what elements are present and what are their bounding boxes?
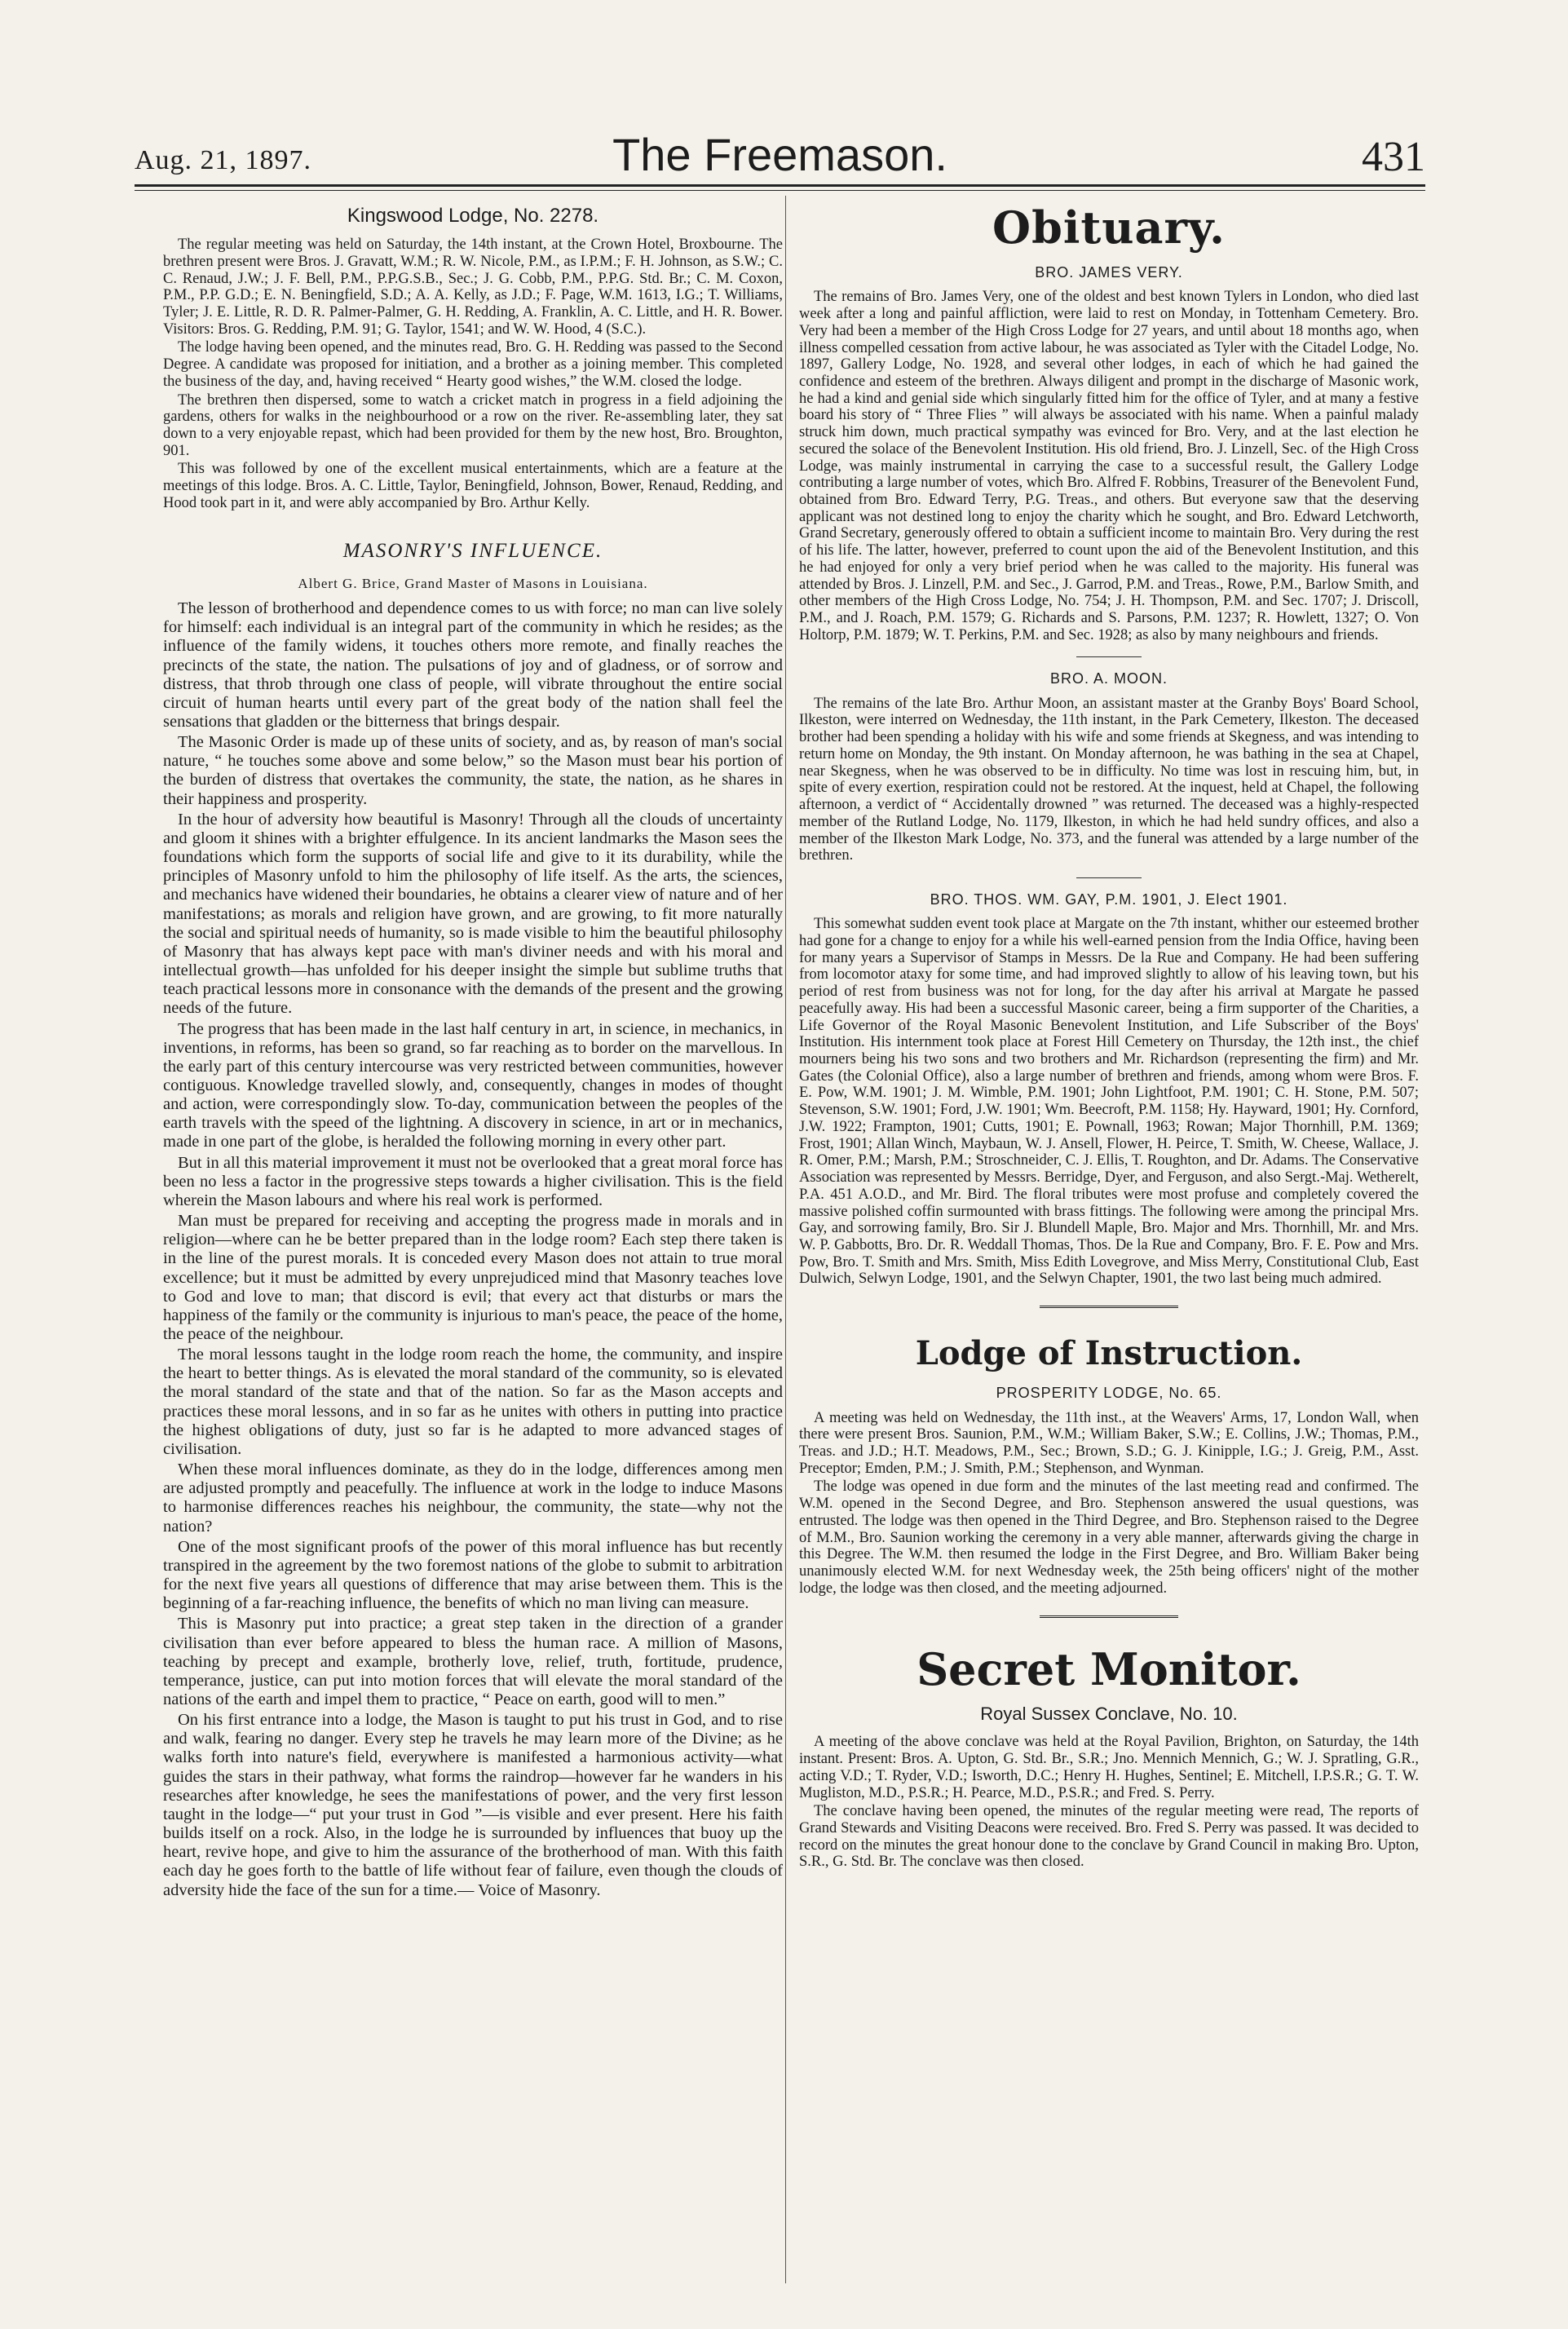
paragraph: A meeting of the above conclave was held at the Royal Pavilion, Brighton, on Saturday, the 14th instant. Present: Bros. A. Upton, G. Std. Br., S.R.; Jno. Mennich Mennich, G.; W. J. Spratling, G.R., acting V.D.; T. Ryder, V.D.; Isworth, D.C.; Henry H. Hughes, Sentinel; E. Mitchell, I.P.S.R.; G. T. W. Mugliston, M.D., P.S.R.; H. Pearce, M.D., P.S.R.; and Fred. S. Perry. <box>799 1734 1419 1801</box>
kingswood-heading: Kingswood Lodge, No. 2278. <box>347 205 599 227</box>
monitor-article <box>799 1734 1419 1871</box>
obituary-moon <box>799 696 1419 864</box>
obituary-gay <box>799 916 1419 1288</box>
section-separator <box>1076 656 1142 657</box>
obituary-subhead-very: BRO. JAMES VERY. <box>1035 264 1183 281</box>
paragraph: The lesson of brotherhood and dependence comes to us with force; no man can live solely for himself: each individual is an integral part of the community in which he resides; as the influence of the family widens, it touches others more remote, and finally reaches the precincts of the state, the nation. The pulsations of joy and of gladness, or of sorrow and distress, that throb through one class of people, will vibrate throughout the entire social circuit of human hearts until every part of the great body of the nation shall feel the sensations that gladden or the bitterness that brings despair. <box>163 599 783 731</box>
paragraph: The moral lessons taught in the lodge room reach the home, the community, and inspire the heart to better things. As is elevated the moral standard of the community, so is elevated the moral standard of the state and that of the nation. So far as the Mason accepts and practices these moral lessons, and in so far as he unites with others in putting into practice the highest obligations of duty, just so far is he adapted to more advanced stages of civilisation. <box>163 1346 783 1458</box>
masthead-rule-thin <box>135 190 1425 191</box>
paragraph: The brethren then dispersed, some to watch a cricket match in progress in a field adjoining the gardens, others for walks in the neighbourhood or a row on the river. Re-assembling later, they sat down to a very enjoyable repast, which had been provided for them by the new host, Bro. Broughton, 901. <box>163 391 783 459</box>
page-number: 431 <box>1362 134 1425 180</box>
paragraph: The lodge was opened in due form and the minutes of the last meeting read and confirmed. The W.M. opened in the Second Degree, and Bro. Stephenson answered the usual questions, was entrusted. The lodge was then opened in the Third Degree, and Bro. Stephenson raised to the Degree of M.M., Bro. Saunion working the ceremony in a very able manner, afterwards giving the charge in this Degree. The W.M. then resumed the lodge in the First Degree, and Bro. William Baker being unanimously elected W.M. for next Wednesday week, the 25th being officers' night of the mother lodge, the lodge was then closed, and the meeting adjourned. <box>799 1478 1419 1597</box>
paragraph: The remains of Bro. James Very, one of the oldest and best known Tylers in London, who died last week after a long and painful affliction, were laid to rest on Monday, in Tottenham Cemetery. Bro. Very had been a member of the High Cross Lodge for 27 years, and until about 18 months ago, when illness compelled cessation from active labour, he was associated as Tyler with the Citadel Lodge, No. 1897, Gallery Lodge, No. 1928, and several other lodges, in each of which he had gained the confidence and esteem of the brethren. Always diligent and prompt in the discharge of Masonic work, he had a kind and genial side which singularly fitted him for the office of Tyler, and at many a festive board his story of “ Three Flies ” will always be associated with his name. When a painful malady struck him down, much practical sympathy was evinced for Bro. Very, and at the last election he secured the solace of the Benevolent Institution. His old friend, Bro. J. Linzell, Sec. of the High Cross Lodge, was mainly instrumental in carrying the case to a successful result, the Gallery Lodge contributing a large number of votes, which Bro. Alfred F. Robbins, Treasurer of the Benevolent Fund, obtained from Bro. Edward Terry, P.G. Treas., and others. But everyone saw that the deserving applicant was not destined long to enjoy the charity which he sought, and Bro. Edward Letchworth, Grand Secretary, generously offered to obtain a sufficient income to maintain Bro. Very during the rest of his life. The latter, however, preferred to count upon the aid of the Benevolent Institution, and this he had enjoyed for only a very brief period when he was called to the majority. His funeral was attended by Bros. J. Linzell, P.M. and Sec., J. Garrod, P.M. and Treas., Rowe, P.M., Barlow Smith, and other members of the High Cross Lodge, No. 754; J. H. Thompson, P.M. and Sec. 1707; J. Driscoll, P.M., and J. Roach, P.M. 1579; G. Richards and S. Parsons, P.M. 1237; R. Howlett, 1327; O. Von Holtorp, P.M. 1879; W. T. Perkins, P.M. and Sec. 1928; as also by many neighbours and friends. <box>799 289 1420 643</box>
monitor-subhead: Royal Sussex Conclave, No. 10. <box>980 1703 1238 1724</box>
obituary-subhead-moon: BRO. A. MOON. <box>1049 670 1168 687</box>
paragraph: The Masonic Order is made up of these units of society, and as, by reason of man's social nature, “ he touches some above and some below,” so the Mason must bear his portion of the burden of distress that overtakes the community, the state, the nation, as he shares in their happiness and prosperity. <box>163 733 783 808</box>
paragraph: The remains of the late Bro. Arthur Moon, an assistant master at the Granby Boys' Board School, Ilkeston, were interred on Wednesday, the 11th instant, in the Park Cemetery, Ilkeston. The deceased brother had been spending a holiday with his wife and some friends at Skegness, and was intending to return home on Monday, the 9th instant. On Monday afternoon, he was bathing in the sea at Chapel, near Skegness, when he was observed to be in difficulty. No time was lost in rescuing him, but, in spite of every exertion, respiration could not be restored. At the inquest, held at Chapel, the following afternoon, a verdict of “ Accidentally drowned ” was returned. The deceased was a highly-respected member of the Rutland Lodge, No. 1179, Ilkeston, in which he had held sundry offices, and also a member of the Ilkeston Mark Lodge, No. 373, and the funeral was attended by a large number of the brethren. <box>799 695 1419 864</box>
masthead <box>135 114 1425 181</box>
paragraph: This is Masonry put into practice; a great step taken in the direction of a grander civilisation than ever before appeared to bless the human race. A million of Masons, teaching by precept and example, brotherly love, relief, truth, fortitude, prudence, temperance, justice, can put into motion forces that will elevate the moral standard of the nations of the earth and impel them to practice, “ Peace on earth, good will to men.” <box>163 1615 783 1708</box>
masthead-rule <box>135 184 1425 187</box>
paragraph: This somewhat sudden event took place at Margate on the 7th instant, whither our esteemed brother had gone for a change to enjoy for a while his well-earned pension from the India Office, having been for many years a Supervisor of Stamps in Messrs. De la Rue and Company. He had been suffering from locomotor ataxy for some time, and had improved slightly to allow of his leaving town, but his period of rest from business was not for long, for the day after his arrival at Margate he passed peacefully away. His had been a successful Masonic career, being a firm supporter of the Charities, a Life Governor of the Royal Masonic Benevolent Institution, and Life Subscriber of the Boys' Institution. His internment took place at Forest Hill Cemetery on Thursday, the 12th inst., the chief mourners being his two sons and two brothers and Mr. Richardson (representing the firm) and Mr. Gates (the Colonial Office), also a large number of brethren and friends, among whom were Bros. F. E. Pow, W.M. 1901; J. M. Wimble, P.M. 1901; John Lightfoot, P.M. 1901; C. H. Stone, P.M. 507; Stevenson, S.W. 1901; Ford, J.W. 1901; Wm. Beecroft, P.M. 1158; Hy. Hayward, 1901; Hy. Cornford, J.W. 1922; Frampton, 1901; Cutts, 1901; E. Pownall, 1963; Rowan; Major Thornhill, P.M. 1369; Frost, 1901; Allan Winch, Maybaun, W. J. Ansell, Flower, H. Peirce, T. Smith, W. Cheese, Wallace, J. R. Omer, P.M.; Marsh, P.M.; Stroschneider, C. J. Ellis, T. Roughton, and Dr. Adams. The Conservative Association was represented by Messrs. Berridge, Dyer, and Ferguson, and also Sergt.-Maj. Wetherelt, P.A. 451 A.O.D., and Mr. Bird. The floral tributes were most profuse and completely covered the massive polished coffin surmounted with brass fittings. The following were among the principal Mrs. Gay, and sorrowing family, Bro. Sir J. Blundell Maple, Bro. Major and Mrs. Thornhill, Mr. and Mrs. W. P. Gabbotts, Bro. Dr. R. Weddall Thomas, Thos. De la Rue and Company, Bro. F. E. Pow and Mrs. Pow, Bro. T. Smith and Mrs. Smith, Miss Edith Lovegrove, and Miss Merry, Constitutional Club, East Dulwich, Selwyn Lodge, 1901, and the Selwyn Chapter, 1901, the two last being much admired. <box>799 916 1419 1288</box>
obituary-subhead-gay: BRO. THOS. WM. GAY, P.M. 1901, J. Elect 1901. <box>930 890 1288 908</box>
paragraph: The conclave having been opened, the minutes of the regular meeting were read, The reports of Grand Stewards and Visiting Deacons were received. Bro. Fred S. Perry was passed. It was decided to record on the minutes the great honour done to the conclave by Grand Council in making Bro. Upton, S.R., G. Std. Br. The conclave was then closed. <box>799 1803 1419 1871</box>
section-separator <box>1076 877 1142 878</box>
masonry-byline: Albert G. Brice, Grand Master of Masons in Louisiana. <box>298 575 648 591</box>
section-rule <box>1040 1615 1178 1620</box>
paragraph: When these moral influences dominate, as they do in the lodge, differences among men are adjusted promptly and peacefully. The influence at work in the lodge to induce Masons to harmonise differences reaches his neighbour, the community, the state—why not the nation? <box>163 1461 783 1536</box>
paragraph: The regular meeting was held on Saturday, the 14th instant, at the Crown Hotel, Broxbourne. The brethren present were Bros. J. Gravatt, W.M.; R. W. Nicole, P.M., as I.P.M.; F. H. Johnson, as S.W.; C. C. Renaud, J.W.; J. F. Bell, P.M., P.P.G.S.B., Sec.; J. G. Cobb, P.M., P.P.G. Std. Br.; C. M. Coxon, P.M., P.P. G.D.; E. N. Beningfield, S.D.; A. A. Kelly, as J.D.; F. Page, W.M. 1613, I.G.; T. Williams, Tyler; J. E. Little, R. D. R. Palmer-Palmer, G. H. Redding, A. Franklin, A. C. Little, and H. R. Bower. Visitors: Bros. G. Redding, P.M. 91; G. Taylor, 1541; and W. W. Hood, 4 (S.C.). <box>163 236 783 338</box>
publication-title: The Freemason. <box>612 129 947 180</box>
paragraph: On his first entrance into a lodge, the Mason is taught to put his trust in God, and to rise and walk, fearing no danger. Every step he travels he may learn more of the Divine; as he walks forth into nature's field, everywhere is manifested a harmonious activity—what guides the stars in their pathway, what forms the raindrop—however far he wanders in his researches after knowledge, he sees the manifestations of power, and the very first lesson taught in the lodge—“ put your trust in God ”—is visible and ever present. Here his faith builds itself on a rock. Also, in the lodge he is surrounded by influences that buoy up the heart, revive hope, and give to him the assurance of the brotherhood of man. With this faith each day he goes forth to the battle of life without fear of failure, even though the clouds of adversity hide the face of the sun for a time.— Voice of Masonry. <box>163 1711 783 1899</box>
instruction-article <box>799 1410 1419 1598</box>
left-column <box>163 200 783 1902</box>
paragraph: Man must be prepared for receiving and accepting the progress made in morals and in religion—where can he be better prepared than in the lodge room? Each step there taken is in the line of the purest morals. It is conceded every Mason does not attain to true moral excellence; but it must be admitted by every unprejudiced mind that Masonry teaches love to God and love to man; that discord is evil; that every act that disturbs or mars the happiness of the family or the community is injurious to man's peace, the peace of the home, the peace of the neighbour. <box>163 1212 783 1343</box>
paragraph: The progress that has been made in the last half century in art, in science, in mechanics, in inventions, in reforms, has been so grand, so far reaching as to border on the marvellous. In the early part of this century intercourse was very restricted between communities, however contiguous. Knowledge travelled slowly, and, consequently, changes in modes of thought and action, were correspondingly slow. To-day, communication between the peoples of the earth travels with the speed of the lightning. A discovery in science, in art or in mechanics, made in one part of the globe, is heralded the following morning in every other part. <box>163 1019 783 1151</box>
obituary-very <box>799 289 1419 643</box>
instruction-heading: Lodge of Instruction. <box>915 1334 1303 1373</box>
issue-date: Aug. 21, 1897. <box>135 145 312 175</box>
column-divider <box>785 196 786 2283</box>
monitor-heading: Secret Monitor. <box>917 1642 1301 1695</box>
paragraph: A meeting was held on Wednesday, the 11th inst., at the Weavers' Arms, 17, London Wall, when there were present Bros. Saunion, P.M., W.M.; William Baker, S.W.; E. Collins, J.W.; Thomas, P.M., Treas. and J.D.; H.T. Meadows, P.M., Sec.; Brown, S.D.; G. J. Kinipple, I.G.; J. Greig, P.M., Asst. Preceptor; Emden, P.M.; J. Smith, P.M.; Stephenson, and Wynman. <box>799 1409 1419 1477</box>
obituary-heading: Obituary. <box>992 201 1226 254</box>
paragraph: The lodge having been opened, and the minutes read, Bro. G. H. Redding was passed to the Second Degree. A candidate was proposed for initiation, and a brother as a joining member. This completed the business of the day, and, having received “ Hearty good wishes,” the W.M. closed the lodge. <box>163 339 783 390</box>
paragraph: But in all this material improvement it must not be overlooked that a great moral force has been no less a factor in the progressive steps towards a higher civilisation. This is the field wherein the Mason labours and where his real work is performed. <box>163 1153 783 1209</box>
masonry-article <box>163 599 783 1900</box>
section-rule <box>1040 1306 1178 1310</box>
kingswood-article <box>163 236 783 512</box>
right-column <box>799 200 1419 1872</box>
instruction-subhead: PROSPERITY LODGE, No. 65. <box>996 1385 1222 1402</box>
paragraph: One of the most significant proofs of the power of this moral influence has but recently transpired in the agreement by the two foremost nations of the globe to submit to arbitration for the next five years all questions of difference that may arise between them. This is the beginning of a far-reaching influence, the benefits of which no man living can measure. <box>163 1537 783 1613</box>
paragraph: In the hour of adversity how beautiful is Masonry! Through all the clouds of uncertainty and gloom it shines with a brighter effulgence. In its ancient landmarks the Mason sees the foundations which form the supports of social life and give to it its durability, while the principles of Masonry unfold to him the philosophy of life itself. As the arts, the sciences, and mechanics have widened their boundaries, he obtains a clearer view of nature and of her manifestations; as morals and religion have grown, and are growing, to fit more naturally the social and spiritual needs of humanity, so is made visible to him the beautiful philosophy of Masonry that has always kept pace with man's diviner needs and with his moral and intellectual growth—has unfolded for his deeper insight the simple but sublime truths that teach practical lessons more in consonance with the demands of the present and the growing needs of the future. <box>163 810 783 1018</box>
paragraph: This was followed by one of the excellent musical entertainments, which are a feature at the meetings of this lodge. Bros. A. C. Little, Taylor, Beningfield, Johnson, Bower, Renaud, Redding, and Hood took part in it, and were ably accompanied by Bro. Arthur Kelly. <box>163 461 783 511</box>
masonry-heading: MASONRY'S INFLUENCE. <box>342 539 603 562</box>
